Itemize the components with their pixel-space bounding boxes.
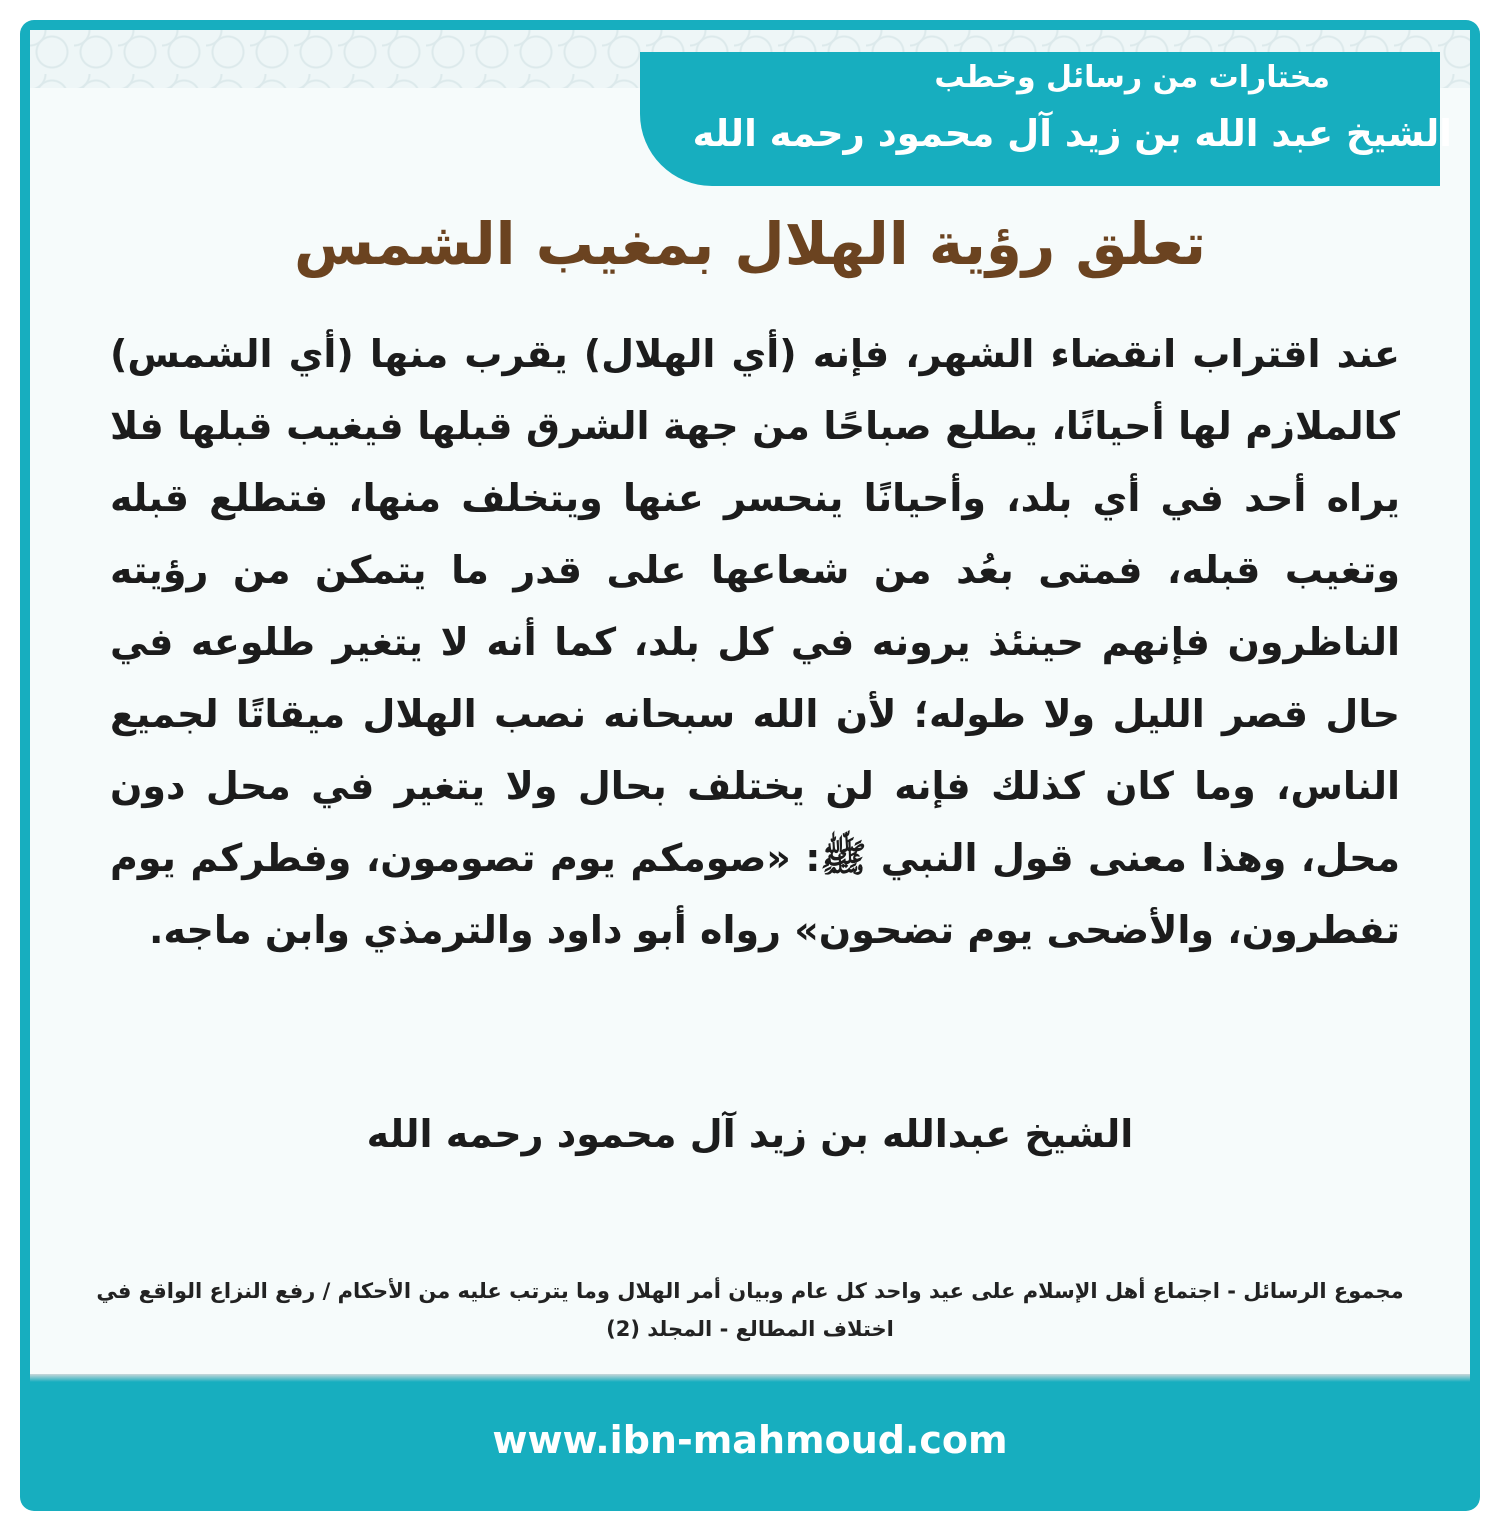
series-title: مختارات من رسائل وخطب bbox=[934, 60, 1330, 95]
author-name: الشيخ عبدالله بن زيد آل محمود رحمه الله bbox=[366, 1112, 1134, 1156]
page-title: تعلق رؤية الهلال بمغيب الشمس bbox=[294, 210, 1206, 278]
body-paragraph: عند اقتراب انقضاء الشهر، فإنه (أي الهلال) يقرب منها (أي الشمس) كالملازم لها أحيانًا، يطلع صباحًا من جهة الشرق قبلها فيغيب قبلها فلا يراه أحد في أي بلد، وأحيانًا ينحسر عنها ويتخلف منها، فتطلع قبله وتغيب قبله، فمتى بعُد من شعاعها على قدر ما يتمكن من رؤيته الناظرون فإنهم حينئذ يرونه في كل بلد، كما أنه لا يتغير طلوعه في حال قصر الليل ولا طوله؛ لأن الله سبحانه نصب الهلال ميقاتًا لجميع الناس، وما كان كذلك فإنه لن يختلف بحال ولا يتغير في محل دون محل، وهذا معنى قول النبي ﷺ: «صومكم يوم تصومون، وفطركم يوم تفطرون، والأضحى يوم تضحون» رواه أبو داود والترمذي وابن ماجه. bbox=[110, 332, 1400, 952]
website-link[interactable]: www.ibn-mahmoud.com bbox=[492, 1418, 1008, 1462]
divider bbox=[30, 1374, 1470, 1382]
series-author: الشيخ عبد الله بن زيد آل محمود رحمه الله bbox=[692, 112, 1452, 155]
source-citation: مجموع الرسائل - اجتماع أهل الإسلام على عيد واحد كل عام وبيان أمر الهلال وما يترتب عليه من الأحكام / رفع النزاع الواقع في اختلاف المطالع - المجلد (2) bbox=[96, 1279, 1404, 1341]
